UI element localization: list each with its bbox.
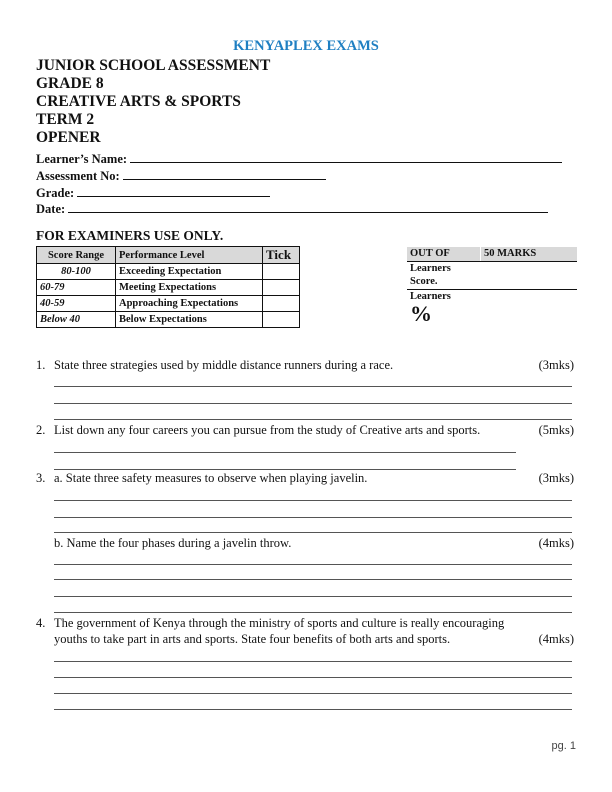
score-box-header bbox=[407, 247, 577, 262]
examiners-title: FOR EXAMINERS USE ONLY. bbox=[36, 228, 224, 243]
question-text: The government of Kenya through the ministry of sports and culture is really encouraging bbox=[54, 616, 505, 630]
col-score-range: Score Range bbox=[37, 247, 116, 264]
page-number: pg. 1 bbox=[551, 740, 576, 752]
assessment-no-line[interactable] bbox=[123, 167, 326, 180]
answer-line[interactable] bbox=[54, 564, 572, 565]
question-number: 3. bbox=[36, 471, 46, 485]
question-marks: (4mks) bbox=[538, 536, 574, 550]
opener-title: OPENER bbox=[36, 129, 101, 146]
answer-line[interactable] bbox=[54, 532, 572, 533]
score-range-cell: 80-100 bbox=[37, 264, 116, 280]
question-4 bbox=[36, 615, 574, 649]
answer-line[interactable] bbox=[54, 596, 572, 597]
performance-level-cell: Below Expectations bbox=[116, 312, 263, 328]
performance-table bbox=[36, 246, 300, 328]
out-of-label: OUT OF bbox=[407, 247, 481, 261]
col-performance-level: Performance Level bbox=[116, 247, 263, 264]
table-header-row bbox=[37, 247, 300, 264]
learner-percent-field[interactable] bbox=[407, 290, 577, 325]
answer-line[interactable] bbox=[54, 452, 516, 453]
question-number: 4. bbox=[36, 616, 46, 630]
question-number: 1. bbox=[36, 358, 46, 372]
grade-title: GRADE 8 bbox=[36, 75, 104, 92]
date-field[interactable] bbox=[36, 200, 548, 218]
question-number: 2. bbox=[36, 423, 46, 437]
performance-level-cell: Meeting Expectations bbox=[116, 280, 263, 296]
answer-line[interactable] bbox=[54, 419, 572, 420]
assessment-no-label: Assessment No: bbox=[36, 169, 120, 183]
date-line[interactable] bbox=[68, 200, 548, 213]
question-marks: (3mks) bbox=[538, 471, 574, 485]
answer-line[interactable] bbox=[54, 403, 572, 404]
table-row bbox=[37, 264, 300, 280]
learner-score-field[interactable] bbox=[407, 262, 577, 290]
learner-score-label-2: Score. bbox=[410, 276, 438, 287]
col-tick: Tick bbox=[263, 247, 300, 264]
date-label: Date: bbox=[36, 202, 66, 216]
answer-line[interactable] bbox=[54, 500, 572, 501]
answer-line[interactable] bbox=[54, 386, 572, 387]
tick-cell[interactable] bbox=[263, 264, 300, 280]
question-text: List down any four careers you can pursue from the study of Creative arts and sports. bbox=[54, 423, 481, 437]
tick-cell[interactable] bbox=[263, 280, 300, 296]
score-range-cell: 40-59 bbox=[37, 296, 116, 312]
learner-percent-label: Learners bbox=[410, 291, 451, 302]
grade-line[interactable] bbox=[77, 184, 270, 197]
learner-name-label: Learner’s Name: bbox=[36, 152, 128, 166]
answer-line[interactable] bbox=[54, 517, 572, 518]
answer-line[interactable] bbox=[54, 579, 572, 580]
question-text: a. State three safety measures to observe when playing javelin. bbox=[54, 471, 368, 485]
assessment-no-field[interactable] bbox=[36, 167, 326, 185]
tick-cell[interactable] bbox=[263, 296, 300, 312]
performance-level-cell: Exceeding Expectation bbox=[116, 264, 263, 280]
answer-line[interactable] bbox=[54, 693, 572, 694]
percent-symbol: % bbox=[410, 301, 432, 326]
answer-line[interactable] bbox=[54, 709, 572, 710]
table-row bbox=[37, 296, 300, 312]
score-box bbox=[407, 247, 577, 325]
score-range-cell: 60-79 bbox=[37, 280, 116, 296]
answer-line[interactable] bbox=[54, 612, 572, 613]
question-marks: (4mks) bbox=[538, 632, 574, 646]
question-text: b. Name the four phases during a javelin throw. bbox=[54, 536, 292, 550]
grade-label: Grade: bbox=[36, 186, 75, 200]
table-row bbox=[37, 280, 300, 296]
brand-title: KENYAPLEX EXAMS bbox=[233, 38, 379, 54]
learner-name-line[interactable] bbox=[130, 150, 562, 163]
question-marks: (5mks) bbox=[538, 423, 574, 437]
question-text: State three strategies used by middle distance runners during a race. bbox=[54, 358, 394, 372]
out-of-value: 50 MARKS bbox=[484, 248, 537, 259]
performance-level-cell: Approaching Expectations bbox=[116, 296, 263, 312]
table-row bbox=[37, 312, 300, 328]
question-text-continued: youths to take part in arts and sports. State four benefits of both arts and sports. bbox=[54, 632, 451, 646]
answer-line[interactable] bbox=[54, 661, 572, 662]
learner-score-label-1: Learners bbox=[410, 263, 451, 274]
term-title: TERM 2 bbox=[36, 111, 95, 128]
subject-title: CREATIVE ARTS & SPORTS bbox=[36, 93, 241, 110]
assessment-title: JUNIOR SCHOOL ASSESSMENT bbox=[36, 57, 271, 74]
tick-cell[interactable] bbox=[263, 312, 300, 328]
question-marks: (3mks) bbox=[538, 358, 574, 372]
answer-line[interactable] bbox=[54, 677, 572, 678]
score-range-cell: Below 40 bbox=[37, 312, 116, 328]
learner-name-field[interactable] bbox=[36, 150, 562, 168]
